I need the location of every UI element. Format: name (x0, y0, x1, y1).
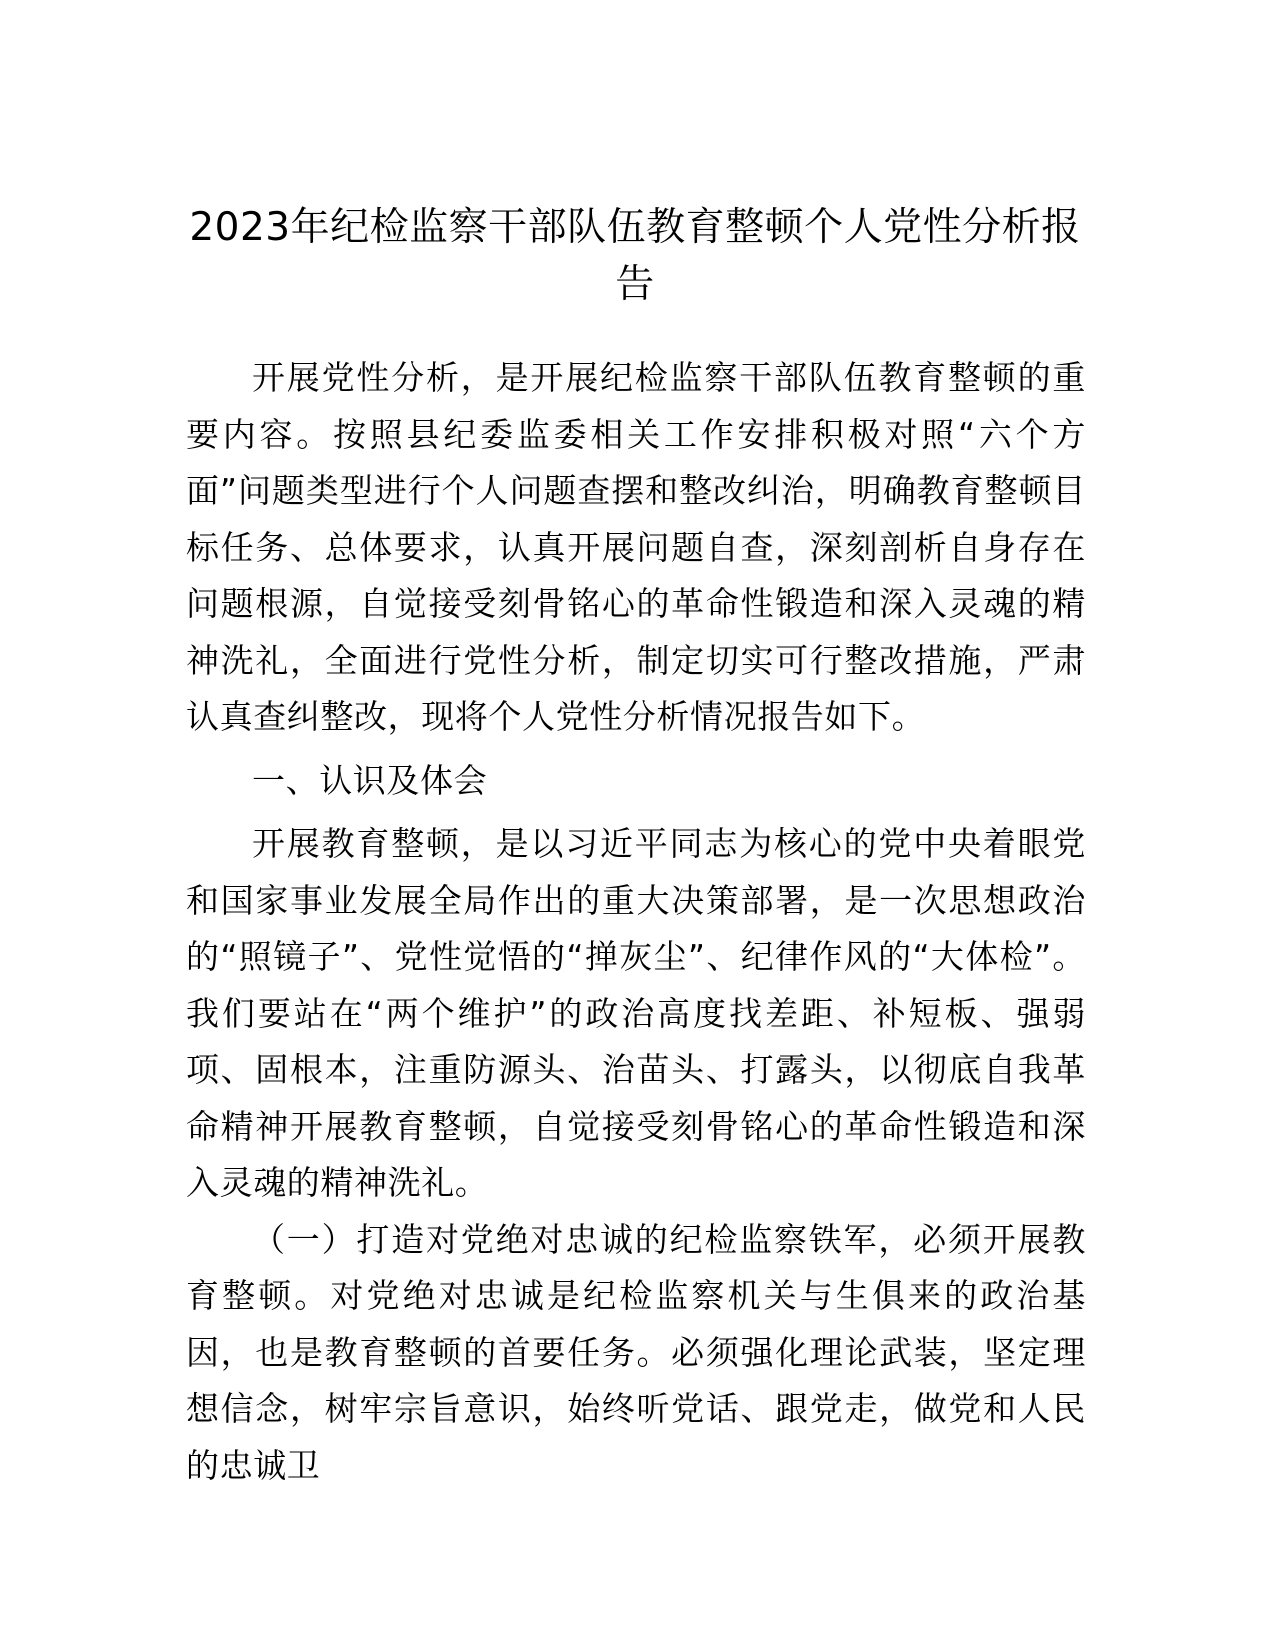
section-paragraph: 开展教育整顿，是以习近平同志为核心的党中央着眼党和国家事业发展全局作出的重大决策部署，是一次思想政治的“照镜子”、党性觉悟的“掸灰尘”、纪律作风的“大体检”。我们要站在“两个维护”的政治高度找差距、补短板、强弱项、固根本，注重防源头、治苗头、打露头，以彻底自我革命精神开展教育整顿，自觉接受刻骨铭心的革命性锻造和深入灵魂的精神洗礼。 (186, 824, 1086, 1202)
document-title: 2023年纪检监察干部队伍教育整顿个人党性分析报告 (189, 205, 1081, 307)
section-heading: 一、认识及体会 (252, 760, 488, 800)
document-body (186, 350, 1086, 1494)
subsection-paragraph: （一）打造对党绝对忠诚的纪检监察铁军，必须开展教育整顿。对党绝对忠诚是纪检监察机关与生俱来的政治基因，也是教育整顿的首要任务。必须强化理论武装，坚定理想信念，树牢宗旨意识，始终听党话、跟党走，做党和人民的忠诚卫 (186, 1219, 1086, 1485)
intro-paragraph: 开展党性分析，是开展纪检监察干部队伍教育整顿的重要内容。按照县纪委监委相关工作安排积极对照“六个方面”问题类型进行个人问题查摆和整改纠治，明确教育整顿目标任务、总体要求，认真开展问题自查，深刻剖析自身存在问题根源，自觉接受刻骨铭心的革命性锻造和深入灵魂的精神洗礼，全面进行党性分析，制定切实可行整改措施，严肃认真查纠整改，现将个人党性分析情况报告如下。 (186, 358, 1086, 736)
